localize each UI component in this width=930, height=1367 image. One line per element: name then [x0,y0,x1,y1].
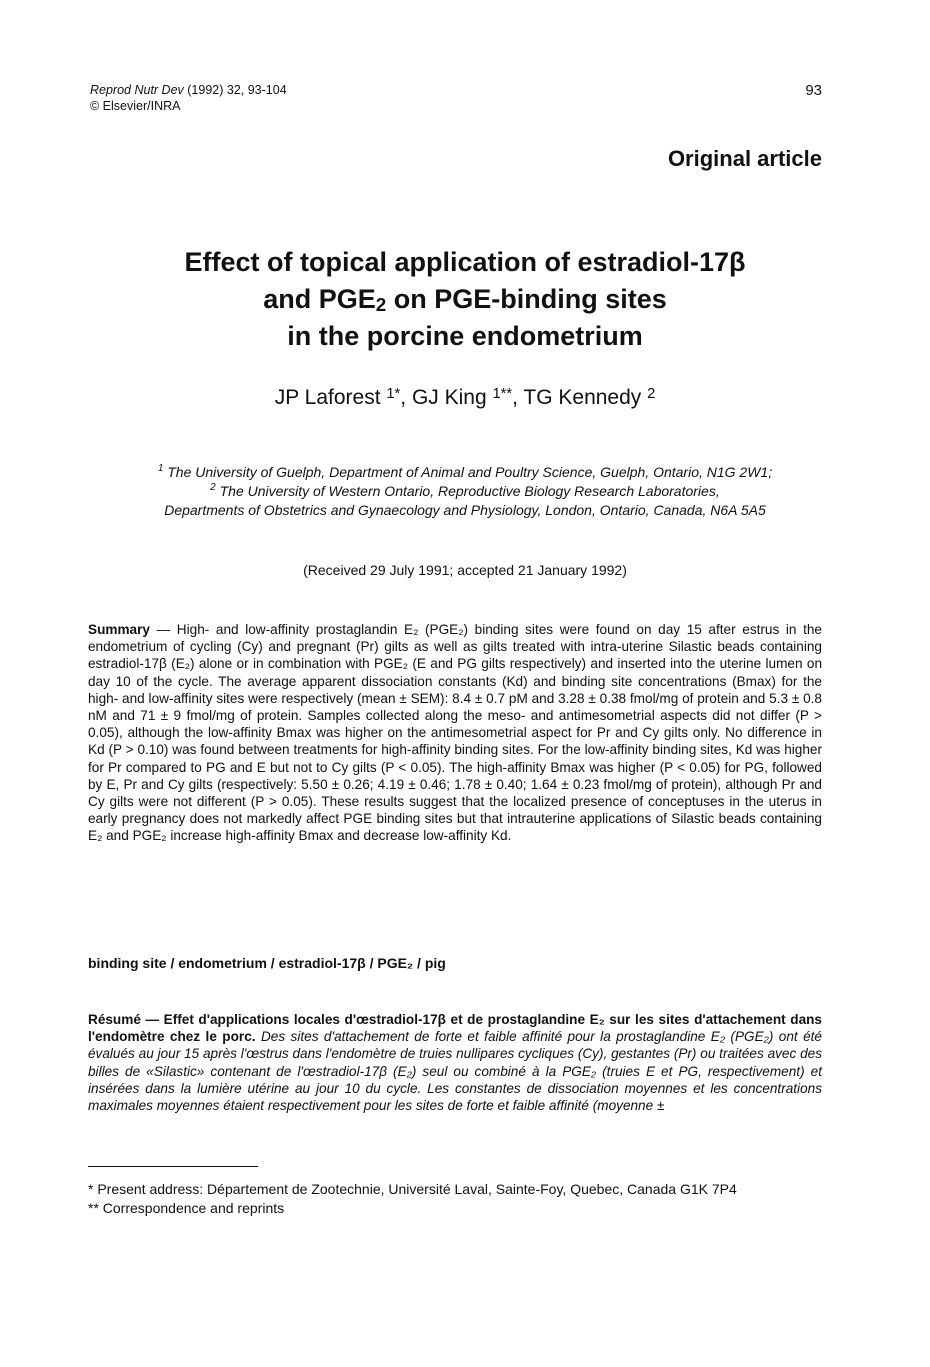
footnote-2: ** Correspondence and reprints [88,1200,285,1216]
affiliation-3: Departments of Obstetrics and Gynaecology and Physiology, London, Ontario, Canada, N6A 5A5 [164,502,766,518]
title-line-2-b: on PGE-binding sites [386,284,667,314]
article-title [0,244,930,355]
resume-paragraph [88,1011,822,1114]
affiliation-2-marker: 2 [210,482,216,493]
author-3: , TG Kennedy [512,386,648,409]
received-dates: (Received 29 July 1991; accepted 21 January 1992) [303,562,627,578]
affiliation-1 [60,463,870,482]
summary-label: Summary [88,622,150,637]
resume-text: Des sites d'attachement de forte et faible affinité pour la prostaglandine E₂ (PGE₂) ont été évalués au jour 15 après l'œstrus dans l'endomètre de truies nullipares cycliques (Cy), gestantes (Pr) ou traitées avec des billes de «Silastic» contenant de l'œstradiol-17β (E₂) seul ou combiné à la PGE₂ (truies E et PG, respectivement) et insérées dans la lumière utérine au jour 10 du cycle. Les constantes de dissociation moyennes et les concentrations maximales moyennes étaient respectivement pour les sites de forte et faible affinité (moyenne ± [88,1029,822,1114]
author-2: , GJ King [400,386,493,409]
affiliation-1-text: The University of Guelph, Department of Animal and Poultry Science, Guelph, Ontario, N1G 2W1; [163,464,773,480]
affiliation-2 [60,482,870,501]
title-line-2-a: and PGE [263,284,376,314]
title-line-3: in the porcine endometrium [287,321,643,351]
journal-citation [90,82,287,98]
journal-name: Reprod Nutr Dev [90,83,184,97]
affiliation-2-text: The University of Western Ontario, Reproductive Biology Research Laboratories, [215,483,720,499]
title-line-2 [0,281,930,318]
publisher: © Elsevier/INRA [90,99,181,113]
page-number: 93 [805,82,822,99]
journal-header [90,82,287,114]
author-list [0,386,930,410]
article-type: Original article [667,146,822,171]
affiliations [60,463,870,520]
author-3-affil: 2 [647,386,656,402]
title-line-1: Effect of topical application of estradiol-17β [184,247,746,277]
footnote-divider [88,1166,258,1167]
summary-text: — High- and low-affinity prostaglandin E₂ (PGE₂) binding sites were found on day 15 after estrus in the endometrium of cycling (Cy) and pregnant (Pr) gilts as well as gilts treated with intra-uterine Silastic beads containing estradiol-17β (E₂) alone or in combination with PGE₂ (E and PG gilts respectively) and inserted into the uterine lumen on day 10 of the cycle. The average apparent dissociation constants (Kd) and binding site concentrations (Bmax) for the high- and low-affinity sites were respectively (mean ± SEM): 8.4 ± 0.7 pM and 3.28 ± 0.38 fmol/mg of protein and 5.3 ± 0.8 nM and 71 ± 9 fmol/mg of protein. Samples collected along the meso- and antimesometrial aspects did not differ (P > 0.05), although the low-affinity Bmax was higher on the antimesometrial aspect for Pr and Cy gilts only. No difference in Kd (P > 0.10) was found between treatments for high-affinity binding sites. For the low-affinity binding sites, Kd was higher for Pr compared to PG and E but not to Cy gilts (P < 0.05). The high-affinity Bmax was higher (P < 0.05) for PG, followed by E, Pr and Cy gilts (respectively: 5.50 ± 0.26; 4.19 ± 0.46; 1.78 ± 0.40; 1.64 ± 0.23 fmol/mg of protein), although Pr and Cy gilts were not different (P > 0.05). These results suggest that the localized presence of conceptuses in the uterus in early pregnancy does not markedly affect PGE binding sites but that intrauterine applications of Silastic beads containing E₂ and PGE₂ increase high-affinity Bmax and decrease low-affinity Kd. [88,622,822,844]
affiliation-1-marker: 1 [157,463,164,474]
resume-title: Résumé — Effet d'applications locales d'œstradiol-17β et de prostaglandine E₂ sur les sites d'attachement dans l'endomètre chez le porc. [88,1012,822,1045]
footnotes [88,1180,828,1218]
author-1: JP Laforest [274,386,387,409]
author-1-affil: 1* [386,386,401,402]
title-line-2-sub: 2 [375,295,387,316]
author-2-affil: 1** [492,386,513,402]
footnote-1: * Present address: Département de Zootechnie, Université Laval, Sainte-Foy, Quebec, Canada G1K 7P4 [88,1181,737,1197]
journal-volume: (1992) 32, 93-104 [183,83,287,97]
summary-paragraph [88,621,822,845]
keywords: binding site / endometrium / estradiol-17β / PGE₂ / pig [88,955,446,971]
